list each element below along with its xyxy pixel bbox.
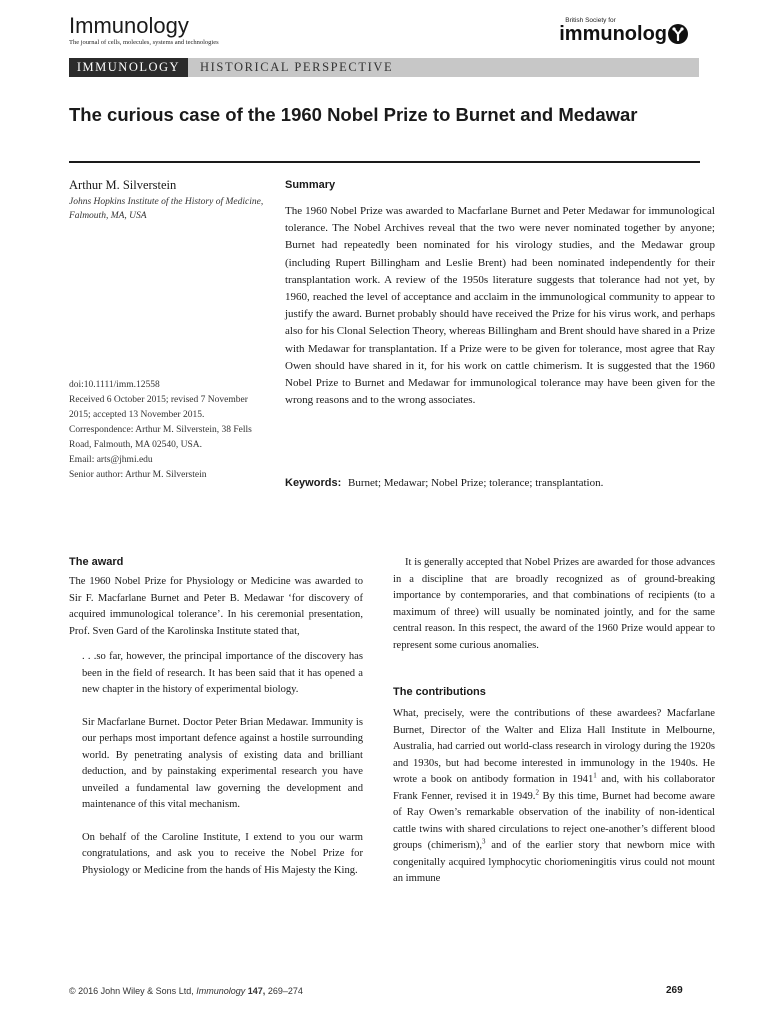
journal-logo: [69, 14, 219, 47]
nobel-anomalies-paragraph: It is generally accepted that Nobel Prizes are awarded for those advances in a discipline that are broadly recognized as of ground-breaking importance by contemporaries, and that combinations of recipients (to a maximum of three) will usually be nominated jointly, and for the same central reason. In this respect, the award of the 1960 Prize would appear to represent some curious anomalies.: [393, 557, 715, 651]
award-paragraph: The 1960 Nobel Prize for Physiology or Medicine was awarded to Sir F. Macfarlane Burnet and Peter B. Medawar ‘for discovery of acquired immunological tolerance’. In his ceremonial presentation, Prof. Sven Gard of the Karolinska Institute stated that,: [69, 576, 363, 637]
author-name: Arthur M. Silverstein: [69, 178, 177, 192]
citation-2[interactable]: 2: [535, 787, 539, 796]
citation-1[interactable]: 1: [593, 771, 597, 780]
journal-name: Immunology: [69, 13, 189, 38]
author-affiliation: Johns Hopkins Institute of the History of Medicine, Falmouth, MA, USA: [69, 197, 264, 221]
society-logo: [559, 17, 688, 44]
society-small-text: British Society for: [565, 17, 616, 24]
keywords-list: Burnet; Medawar; Nobel Prize; tolerance; transplantation.: [348, 477, 604, 489]
article-title: The curious case of the 1960 Nobel Prize to Burnet and Medawar: [69, 104, 638, 125]
quote-block-1: . . .so far, however, the principal importance of the discovery has been in the field of research. It has been said that it has opened a new chapter in the history of experimental biology.: [82, 651, 363, 695]
quote-block-2: Sir Macfarlane Burnet. Doctor Peter Brian Medawar. Immunity is our perhaps most important defence against a hostile surrounding world. By penetrating analysis of existing data and brilliant deduction, and by painstaking experimental research you have unveiled a fundamental law governing the development and maintenance of this vital mechanism.: [82, 716, 363, 810]
correspondence: Correspondence: Arthur M. Silverstein, 38 Fells Road, Falmouth, MA 02540, USA.: [69, 425, 252, 450]
senior-author: Senior author: Arthur M. Silverstein: [69, 470, 207, 480]
antibody-y-icon: [668, 24, 688, 44]
contributions-paragraph: What, precisely, were the contributions of these awardees? Macfarlane Burnet, Director of the Walter and Eliza Hall Institute in Melbourne, Australia, had carried out world-class research in virology during the 1920s and 1930s, but had become interested in immunology in the 1940s. He wrote a book on antibody formation in 1941$^1$ and, with his collaborator Frank Fenner, revised it in 1949.$^2$ By this time, Burnet had become aware of Ray Owen’s remarkable observation of the inability of non-identical cattle twins with shared circulations to reject one-another’s different blood groups (chimerism),$^3$ and of the earlier story that newborn mice with congenitally acquired lymphocytic choriomeningitis virus could not mount an immune: [393, 708, 715, 884]
keywords-label: Keywords:: [285, 477, 342, 489]
citation-3[interactable]: 3: [482, 837, 486, 846]
received-dates: Received 6 October 2015; revised 7 November 2015; accepted 13 November 2015.: [69, 395, 248, 420]
left-column: [69, 556, 363, 879]
keywords: [285, 477, 715, 489]
article-metadata: [69, 378, 269, 483]
footer-journal: Immunology: [196, 986, 246, 996]
journal-subtitle: The journal of cells, molecules, systems and technologies: [69, 39, 219, 46]
section-heading-contributions: The contributions: [393, 686, 486, 698]
copyright-text: © 2016 John Wiley & Sons Ltd,: [69, 986, 194, 996]
banner-journal: IMMUNOLOGY: [69, 58, 188, 77]
right-column: [393, 555, 715, 888]
quote-block-3: On behalf of the Caroline Institute, I extend to you our warm congratulations, and ask you to receive the Nobel Prize for Physiology or Medicine from the hands of His Majesty the King.: [82, 831, 363, 876]
summary-text: The 1960 Nobel Prize was awarded to Macfarlane Burnet and Peter Medawar for immunological tolerance. The Nobel Archives reveal that the two were never nominated together by anyone; Burnet had repeatedly been nominated for his virology studies, and the Medawar group (including Rupert Billingham and Leslie Brent) had been nominated independently for their transplantation work. A review of the 1950s literature suggests that tolerance had not yet, by 1960, reached the level of acceptance and acclaim in the immunological community to appear to justify the award. Burnet probably should have received the Prize for his virus work, and perhaps also for his Clonal Selection Theory, whereas Billingham and Brent should have shared in a Prize with Medawar for transplantation. If a Prize were to be given for tolerance, most agree that Ray Owen should have shared in it, for his work on cattle chimerism. It is suggested that the 1960 Nobel Prize to Burnet and Medawar for immunological tolerance may have been given for the wrong reasons and to the wrong associates.: [285, 205, 715, 407]
society-name: immunolog: [559, 23, 667, 45]
footer-copyright: [69, 986, 303, 996]
doi[interactable]: doi:10.1111/imm.12558: [69, 380, 160, 390]
footer-pages: 269–274: [267, 986, 303, 996]
banner-category: HISTORICAL PERSPECTIVE: [200, 60, 394, 74]
email[interactable]: Email: arts@jhmi.edu: [69, 455, 153, 465]
summary-heading: Summary: [285, 179, 336, 191]
title-divider: [69, 161, 700, 163]
footer-volume: 147,: [247, 986, 266, 996]
page-number: 269: [666, 985, 683, 996]
section-heading-award: The award: [69, 556, 124, 568]
section-banner: [69, 58, 699, 77]
